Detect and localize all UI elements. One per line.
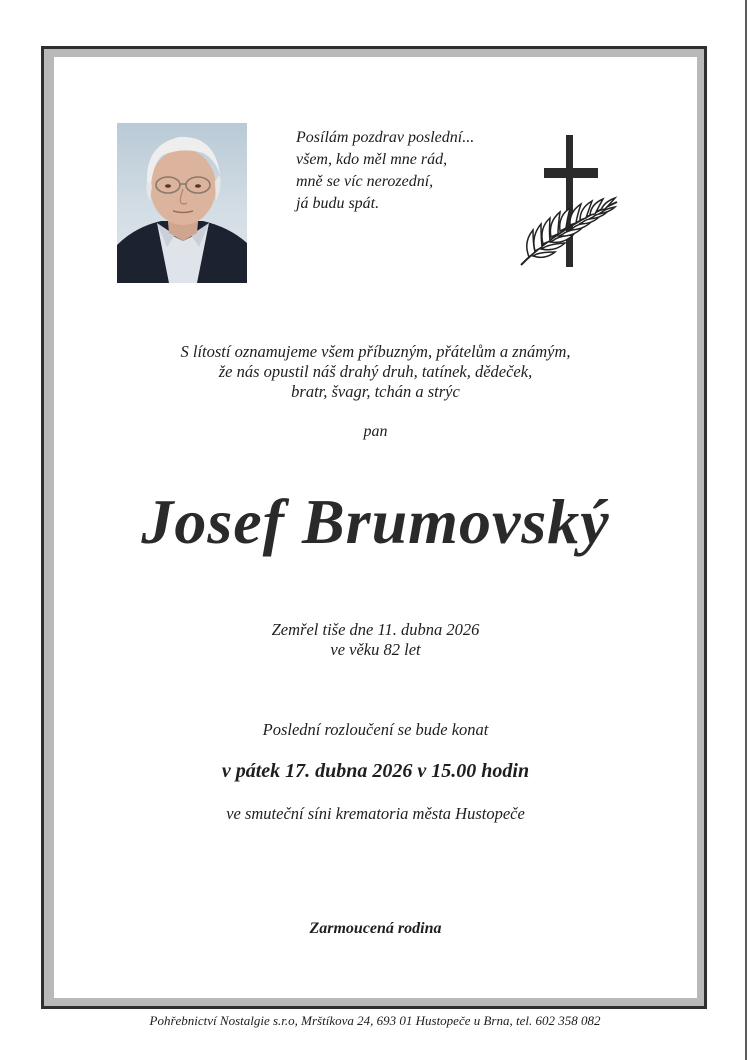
cross-with-palm-branch-icon	[515, 130, 625, 275]
scan-edge-line	[745, 0, 747, 1060]
farewell-datetime: v pátek 17. dubna 2026 v 15.00 hodin	[221, 760, 530, 782]
deceased-name: Josef Brumovský	[141, 486, 610, 557]
announcement-line: S lítostí oznamujeme všem příbuzným, přátelům a známým,	[180, 342, 571, 361]
death-age: ve věku 82 let	[330, 640, 421, 659]
announcement-line: že nás opustil náš drahý druh, tatínek, dědeček,	[218, 362, 533, 381]
farewell-intro: Poslední rozloučení se bude konat	[262, 720, 489, 739]
death-date: Zemřel tiše dne 11. dubna 2026	[271, 620, 480, 639]
deceased-photo	[117, 123, 247, 283]
memorial-verse	[296, 127, 516, 215]
portrait-image	[117, 123, 247, 283]
verse-line: já budu spát.	[296, 195, 380, 212]
verse-line: všem, kdo měl mne rád,	[296, 151, 448, 168]
announcement-line: bratr, švagr, tchán a strýc	[291, 382, 460, 401]
family-signature: Zarmoucená rodina	[309, 920, 442, 937]
funeral-home-footer: Pohřebnictví Nostalgie s.r.o, Mrštíkova 24, 693 01 Hustopeče u Brna, tel. 602 358 082	[149, 1013, 601, 1028]
announcement-text	[54, 342, 697, 402]
verse-line: Posílám pozdrav poslední...	[296, 129, 475, 146]
verse-line: mně se víc nerozední,	[296, 173, 434, 190]
farewell-place: ve smuteční síni krematoria města Hustopeče	[226, 804, 525, 823]
honorific: pan	[363, 423, 388, 440]
death-info	[54, 620, 697, 660]
